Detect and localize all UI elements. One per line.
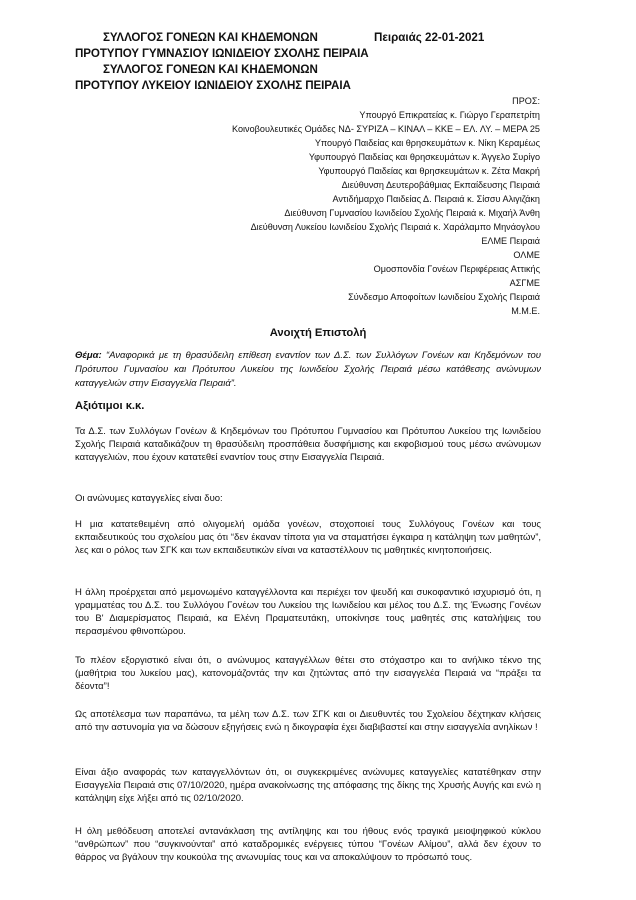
body-paragraph: Οι ανώνυμες καταγγελίες είναι δυο: — [75, 493, 223, 504]
recipient-line: ΑΣΓΜΕ — [509, 278, 540, 288]
recipient-line: Υπουργό Παιδείας και θρησκευμάτων κ. Νίκη Κεραμέως — [314, 138, 540, 148]
header-line-1: ΣΥΛΛΟΓΟΣ ΓΟΝΕΩΝ ΚΑΙ ΚΗΔΕΜΟΝΩΝ — [103, 31, 318, 44]
body-paragraph: Το πλέον εξοργιστικό είναι ότι, ο ανώνυμος καταγγέλλων θέτει στο στόχαστρο και το ανήλικο τέκνο της (μαθήτρια του λυκείου μας), κατονομάζοντάς την και ζητώντας από την εισαγγελέα Πειραιά να “πράξει τα δέοντα”! — [75, 655, 541, 692]
letter-title: Ανοιχτή Επιστολή — [269, 327, 367, 339]
subject-label: Θέμα: — [75, 350, 102, 361]
body-paragraph: Τα Δ.Σ. των Συλλόγων Γονέων & Κηδεμόνων του Πρότυπου Γυμνασίου και Πρότυπου Λυκείου της Ιωνιδείου Σχολής Πειραιά καταδικάζουν τη θρασύδειλη προσπάθεια δυσφήμισης και εκφοβισμού τους μέσω ανώνυμων καταγγελιών, που έχουν κατατεθεί εναντίον τους στην Εισαγγελία Πειραιά. — [75, 426, 541, 463]
recipient-line: Κοινοβουλευτικές Ομάδες ΝΔ- ΣΥΡΙΖΑ – ΚΙΝΑΛ – ΚΚΕ – ΕΛ. ΛΥ. – ΜΕΡΑ 25 — [232, 124, 540, 134]
recipient-line: Διεύθυνση Γυμνασίου Ιωνιδείου Σχολής Πειραιά κ. Μιχαήλ Άνθη — [284, 208, 540, 218]
header-line-3: ΣΥΛΛΟΓΟΣ ΓΟΝΕΩΝ ΚΑΙ ΚΗΔΕΜΟΝΩΝ — [103, 63, 318, 76]
recipient-line: Υφυπουργό Παιδείας και θρησκευμάτων κ. Άγγελο Συρίγο — [308, 152, 540, 162]
letter-greeting: Αξιότιμοι κ.κ. — [75, 400, 145, 412]
recipient-line: ΕΛΜΕ Πειραιά — [481, 236, 540, 246]
recipient-line: Διεύθυνση Δευτεροβάθμιας Εκπαίδευσης Πειραιά — [341, 180, 540, 190]
subject-text: “Αναφορικά με τη θρασύδειλη επίθεση εναντίον των Δ.Σ. των Συλλόγων Γονέων και Κηδεμόνων του Πρότυπου Γυμνασίου και Πρότυπου Λυκείου της Ιωνιδείου Σχολής Πειραιά μέσω κατάθεσης ανώνυμων καταγγελιών στην Εισαγγελία Πειραιά”. — [75, 350, 541, 389]
recipient-line: ΟΛΜΕ — [513, 250, 540, 260]
recipient-line: Υφυπουργό Παιδείας και θρησκευμάτων κ. Ζέτα Μακρή — [318, 166, 540, 176]
letter-date: Πειραιάς 22-01-2021 — [374, 31, 485, 44]
recipient-line: Ομοσπονδία Γονέων Περιφέρειας Αττικής — [373, 264, 540, 274]
recipient-line: Σύνδεσμο Αποφοίτων Ιωνιδείου Σχολής Πειραιά — [348, 292, 540, 302]
body-paragraph: Η μια κατατεθειμένη από ολιγομελή ομάδα γονέων, στοχοποιεί τους Συλλόγους Γονέων και τους εκπαιδευτικούς του σχολείου μας ότι “δεν έκαναν τίποτα για να σταματήσει έγκαιρα η κατάληψη των μαθητών”, λες και ο ρόλος των ΣΓΚ και των εκπαιδευτικών είναι να καταστέλλουν τις μαθητικές κινητοποιήσεις. — [75, 519, 541, 556]
header-line-4: ΠΡΟΤΥΠΟΥ ΛΥΚΕΙΟΥ ΙΩΝΙΔΕΙΟΥ ΣΧΟΛΗΣ ΠΕΙΡΑΙΑ — [75, 79, 351, 92]
body-paragraph: Ως αποτέλεσμα των παραπάνω, τα μέλη των Δ.Σ. των ΣΓΚ και οι Διευθυντές του Σχολείου δέχτηκαν κλήσεις από την αστυνομία για να δώσουν εξηγήσεις ενώ η δικογραφία έχει διαβιβαστεί και στην εισαγγελία ανηλίκων ! — [75, 709, 541, 733]
recipient-line: Διεύθυνση Λυκείου Ιωνιδείου Σχολής Πειραιά κ. Χαράλαμπο Μηνάογλου — [250, 222, 540, 232]
header-line-2: ΠΡΟΤΥΠΟΥ ΓΥΜΝΑΣΙΟΥ ΙΩΝΙΔΕΙΟΥ ΣΧΟΛΗΣ ΠΕΙΡΑΙΑ — [75, 47, 369, 60]
recipient-line: Αντιδήμαρχο Παιδείας Δ. Πειραιά κ. Σίσσυ Αλιγιζάκη — [332, 194, 540, 204]
body-paragraph: Η όλη μεθόδευση αποτελεί αντανάκλαση της αντίληψης και του ήθους ενός τραγικά μειοψηφικού κύκλου “ανθρώπων” που “συγκινούνται” από καταδρομικές ενέργειες τύπου “Γονέων Αλίμου”, αλλά δεν έχουν το θάρρος να βγάλουν την κουκούλα της ανωνυμίας τους και να αποκαλύψουν το πρόσωπό τους. — [75, 826, 541, 863]
recipients-heading: ΠΡΟΣ: — [512, 96, 540, 106]
letter-subject — [75, 349, 541, 391]
body-paragraph: Είναι άξιο αναφοράς των καταγγελλόντων ότι, οι συγκεκριμένες ανώνυμες καταγγελίες κατατέθηκαν στην Εισαγγελία Πειραιά στις 07/10/2020, ημέρα ανακοίνωσης της απόφασης της δίκης της Χρυσής Αυγής και ενώ η κατάληψη είχε λήξει από τις 02/10/2020. — [75, 767, 541, 804]
body-paragraph: Η άλλη προέρχεται από μεμονωμένο καταγγέλλοντα και περιέχει τον ψευδή και συκοφαντικό ισχυρισμό ότι, η γραμματέας του Δ.Σ. του Συλλόγου Γονέων του Λυκείου της Ιωνιδείου και μέλος του Δ.Σ. της Ένωσης Γονέων του Β' Διαμερίσματος Πειραιά, κα Ελένη Πραματευτάκη, υποκίνησε τους μαθητές στις καταλήψεις του περασμένου φθινοπώρου. — [75, 587, 541, 637]
recipient-line: Μ.Μ.Ε. — [511, 306, 540, 316]
recipient-line: Υπουργό Επικρατείας κ. Γιώργο Γεραπετρίτη — [359, 110, 540, 120]
